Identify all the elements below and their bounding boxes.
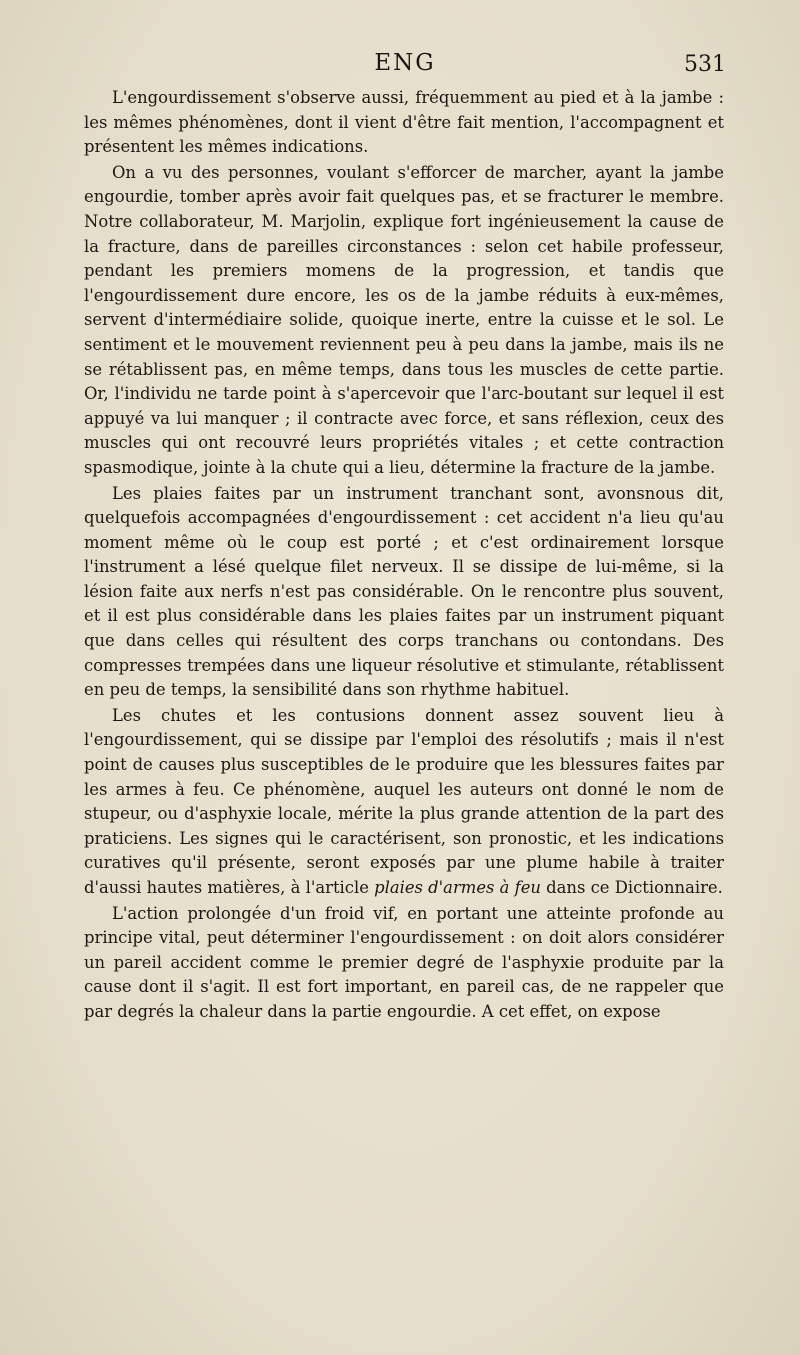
- paragraph-fracture: On a vu des personnes, voulant s'efforcer de marcher, ayant la jambe engourdie, tomber après avoir fait quelques pas, et se fracturer le membre. Notre collaborateur, M. Marjolin, explique fort ingénieusement la cause de la fracture, dans de pareilles circonstances : selon cet habile professeur, pendant les premiers momens de la progression, et tandis que l'engourdissement dure encore, les os de la jambe réduits à eux-mêmes, servent d'intermédiaire solide, quoique inerte, entre la cuisse et le sol. Le sentiment et le mouvement reviennent peu à peu dans la jambe, mais ils ne se rétablissent pas, en même temps, dans tous les muscles de cette partie. Or, l'individu ne tarde point à s'apercevoir que l'arc-boutant sur lequel il est appuyé va lui manquer ; il contracte avec force, et sans réflexion, ceux des muscles qui ont recouvré leurs propriétés vitales ; et cette contraction spasmodique, jointe à la chute qui a lieu, détermine la fracture de la jambe.: [84, 162, 724, 477]
- article-reference: plaies d'armes à feu: [374, 878, 541, 897]
- paragraph-wounds: Les plaies faites par un instrument tranchant sont, avonsnous dit, quelquefois accompagnées d'engourdissement : cet accident n'a lieu qu'au moment même où le coup est porté ; et c'est ordinairement lorsque l'instrument a lésé quelque filet nerveux. Il se dissipe de lui-même, si la lésion faite aux nerfs n'est pas considérable. On le rencontre plus souvent, et il est plus considérable dans les plaies faites par un instrument piquant que dans celles qui résultent des corps tranchans ou contondans. Des compresses trempées dans une liqueur résolutive et stimulante, rétablissent en peu de temps, la sensibilité dans son rhythme habituel.: [84, 483, 724, 700]
- paragraph-firearms-end: dans ce Dictionnaire.: [540, 878, 723, 897]
- page-number: 531: [684, 52, 726, 77]
- paragraph-hand-foot: L'engourdissement s'observe aussi, fréquemment au pied et à la jambe : les mêmes phénomènes, dont il vient d'être fait mention, l'accompagnent et présentent les mêmes indications.: [84, 88, 724, 157]
- body-text: [84, 86, 724, 1026]
- page-header: [84, 50, 726, 80]
- paragraph-firearms-text: Les chutes et les contusions donnent assez souvent lieu à l'engourdissement, qui se dissipe par l'emploi des résolutifs ; mais il n'est point de causes plus susceptibles de le produire que les blessures faites par les armes à feu. Ce phénomène, auquel les auteurs ont donné le nom de stupeur, ou d'asphyxie locale, mérite la plus grande attention de la part des praticiens. Les signes qui le caractérisent, son pronostic, et les indications curatives qu'il présente, seront exposés par une plume habile à traiter d'aussi hautes matières, à l'article: [84, 705, 724, 897]
- paragraph-cold: L'action prolongée d'un froid vif, en portant une atteinte profonde au principe vital, peut déterminer l'engourdissement : on doit alors considérer un pareil accident comme le premier degré de l'asphyxie produite par la cause dont il s'agit. Il est fort important, en pareil cas, de ne rappeler que par degrés la chaleur dans la partie engourdie. A cet effet, on expose: [84, 903, 724, 1021]
- running-head: ENG: [374, 50, 436, 76]
- paragraph-firearms: [84, 704, 724, 901]
